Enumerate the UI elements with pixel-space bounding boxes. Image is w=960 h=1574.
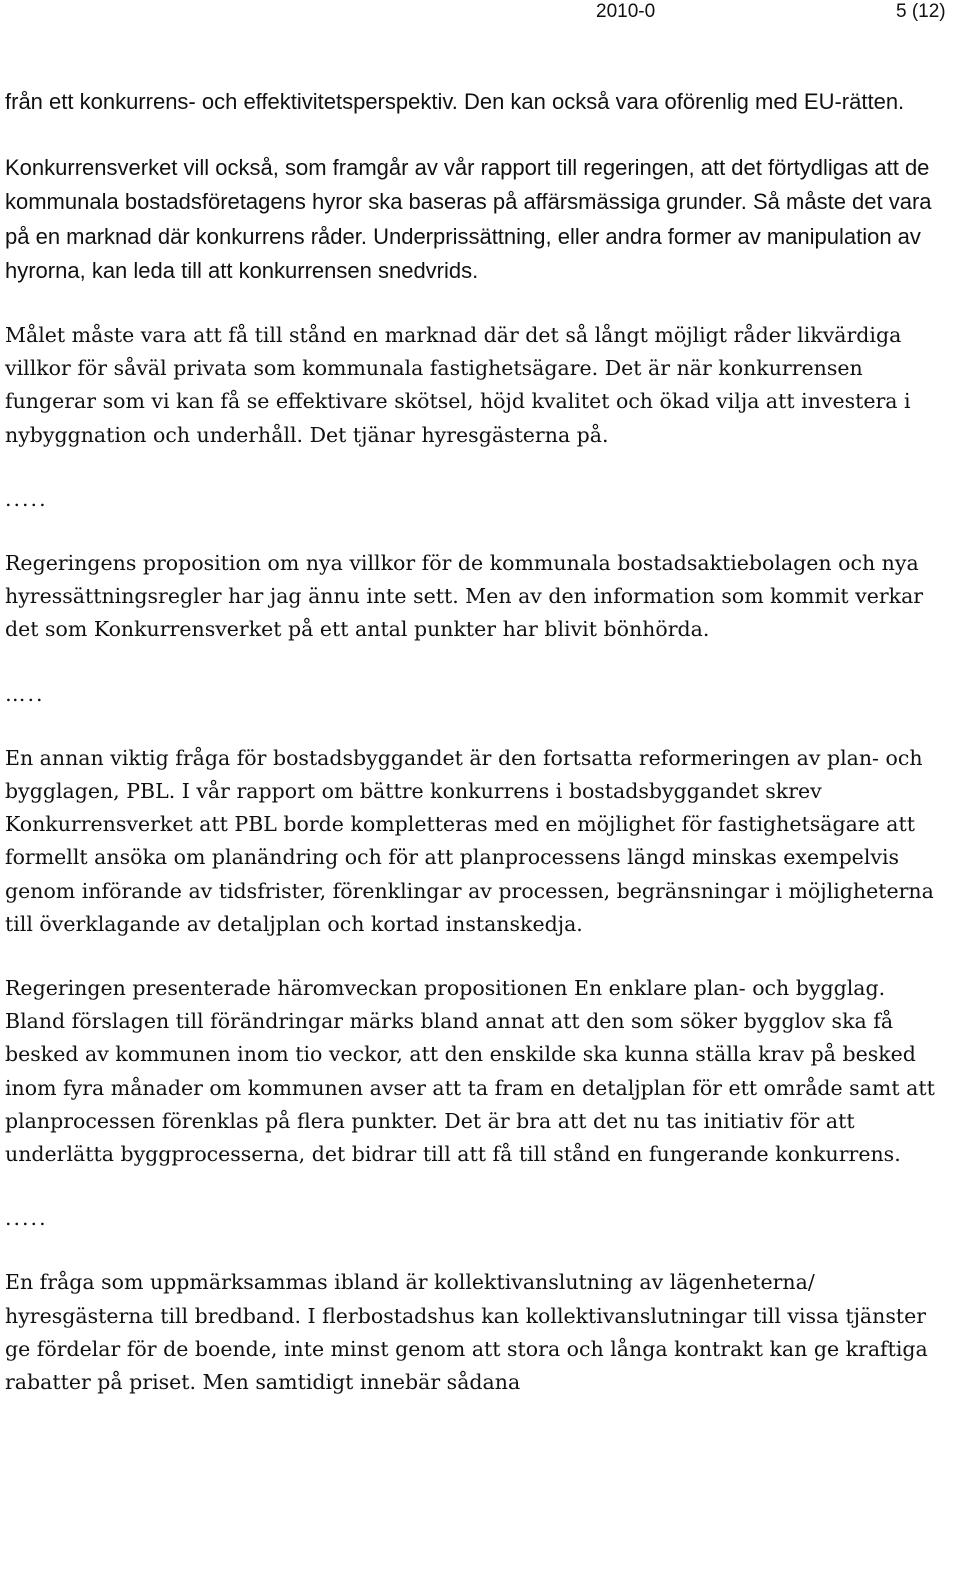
- paragraph-1: [5, 85, 950, 119]
- paragraph-text: Målet måste vara att få till stånd en marknad där det så långt möjligt råder likvärdiga villkor för såväl privata som kommunala fastighetsägare. Det är när konkurrensen fungerar som vi kan få se effektivare skötsel, höjd kvalitet och ökad vilja att investera i nybyggnation och underhåll. Det tjänar hyresgästerna på.: [5, 323, 911, 447]
- paragraph-text: från ett konkurrens- och effektivitetsperspektiv. Den kan också vara oförenlig med EU-rätten.: [5, 89, 905, 114]
- paragraph-text: En fråga som uppmärksammas ibland är kollektivanslutning av lägenheterna/ hyresgästerna till bredband. I flerbostadshus kan kollektivanslutningar till vissa tjänster ge fördelar för de boende, inte minst genom att stora och långa kontrakt kan ge kraftiga rabatter på priset. Men samtidigt innebär sådana: [5, 1270, 928, 1395]
- page-number: 5 (12): [896, 1, 946, 22]
- paragraph-4: [5, 547, 950, 647]
- paragraph-text: Regeringens proposition om nya villkor för de kommunala bostadsaktiebolagen och nya hyressättningsregler har jag ännu inte sett. Men av den information som kommit verkar det som Konkurrensverket på ett antal punkter har blivit bönhörda.: [5, 551, 924, 642]
- document-date: 2010-0: [596, 1, 656, 22]
- paragraph-text: Regeringen presenterade häromveckan propositionen En enklare plan- och bygglag. Bland förslagen till förändringar märks bland annat att den som söker bygglov ska få besked av kommunen inom tio veckor, att den enskilde ska kunna ställa krav på besked inom fyra månader om kommunen avser att ta fram en detaljplan för ett område samt att planprocessen förenklas på flera punkter. Det är bra att det nu tas initiativ för att underlätta byggprocesserna, det bidrar till att få till stånd en fungerande konkurrens.: [5, 976, 935, 1167]
- ellipsis-text: .....: [5, 1206, 48, 1231]
- paragraph-5: [5, 742, 950, 941]
- paragraph-7: [5, 1266, 950, 1399]
- section-separator: [5, 678, 950, 711]
- document-body: [5, 85, 950, 1399]
- page-header: [0, 0, 960, 32]
- paragraph-6: [5, 972, 950, 1171]
- ellipsis-text: …..: [5, 681, 45, 706]
- ellipsis-text: .....: [5, 486, 48, 511]
- paragraph-text: En annan viktig fråga för bostadsbyggandet är den fortsatta reformeringen av plan- och bygglagen, PBL. I vår rapport om bättre konkurrens i bostadsbyggandet skrev Konkurrensverket att PBL borde kompletteras med en möjlighet för fastighetsägare att formellt ansöka om planändring och för att planprocessens längd minskas exempelvis genom införande av tidsfrister, förenklingar av processen, begränsningar i möjligheterna till överklagande av detaljplan och kortad instanskedja.: [5, 745, 934, 936]
- section-separator: [5, 483, 950, 516]
- section-separator: [5, 1202, 950, 1235]
- paragraph-text: Konkurrensverket vill också, som framgår av vår rapport till regeringen, att det förtydligas att de kommunala bostadsföretagens hyror ska baseras på affärsmässiga grunder. Så måste det vara på en marknad där konkurrens råder. Underprissättning, eller andra former av manipulation av hyrorna, kan leda till att konkurrensen snedvrids.: [5, 155, 932, 283]
- paragraph-2: [5, 151, 950, 288]
- paragraph-3: [5, 319, 950, 452]
